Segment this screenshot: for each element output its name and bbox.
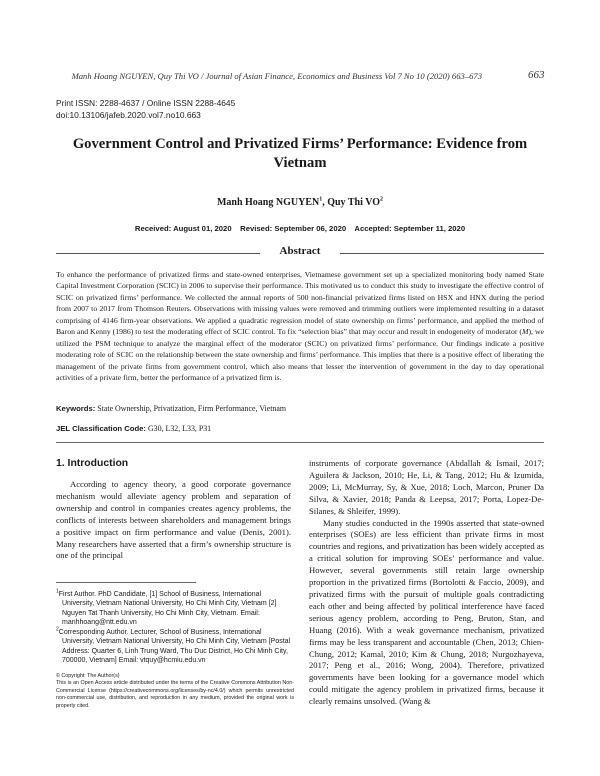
footnote	[56, 628, 294, 665]
page-number: 663	[528, 69, 545, 81]
copyright-line: © Copyright: The Author(s)	[56, 673, 120, 679]
issn-line: Print ISSN: 2288-4637 / Online ISSN 2288-4645	[56, 98, 236, 108]
jel-codes: G30, L32, L33, P31	[147, 424, 212, 433]
intro-paragraph: According to agency theory, a good corporate governance mechanism would alleviate agency problem and separation of ownership and control in companies creates agency problems, the conflicts of interests between shareholders and management brings a positive impact on firm performance and value (Denis, 2001). Many researchers have asserted that a firm’s ownership structure is one of the principal	[56, 479, 291, 561]
divider	[56, 253, 260, 254]
right-column	[309, 458, 544, 708]
abstract-heading: Abstract	[279, 245, 321, 257]
paper-title: Government Control and Privatized Firms’ Performance: Evidence from Vietnam	[72, 136, 528, 171]
doi-line[interactable]: doi:10.13106/jafeb.2020.vol7.no10.663	[56, 109, 201, 120]
intro-paragraph-continued: instruments of corporate governance (Abdallah & Ismail, 2017; Aguilera & Jackson, 2010; He, Li, & Tang, 2012; Hu & Izumida, 2009; Li, McMurray, Sy, & Xue, 2018; Loch, Marcon, Pruner Da Silva, & Xavier, 2018; Panda & Leepsa, 2017; Porta, Lopez-De-Silanes, & Shleifer, 1999).	[309, 458, 544, 516]
submission-dates	[60, 224, 540, 233]
accepted-date: Accepted: September 11, 2020	[354, 224, 466, 233]
issn-block	[56, 98, 235, 121]
abstract-heading-bar	[56, 243, 544, 263]
abstract-text-part: ), we utilized the PSM technique to analyze the marginal effect of the moderator (SCIC) on privatized firms’ performance. Our findings indicate a positive moderating role of SCIC on the relationship between the state ownership and firms’ performance. This implies that there is a positive effect of liberating the management of the private firms from government control, which also means that lesser the intervention of government in the day to day operational activities of a private firm, better the performance of a privatized firm is.	[56, 327, 544, 383]
footnote-marker: 1	[56, 588, 59, 595]
author-name: Manh Hoang NGUYEN	[216, 197, 320, 208]
abstract-text-part: To enhance the performance of privatized firms and state-owned enterprises, Vietnamese government set up a specialized monitoring body named State Capital Investment Corporation (SCIC) in 2006 to supervise their performance. This motivated us to conduct this study to investigate the effective control of SCIC on privatized firms’ performance. We collected the annual reports of 500 non-financial privatized firms listed on HSX and HNX during the period from 2007 to 2017 from Thomson Reuters. Observations with missing values were removed and trimming outliers were implemented resulting in a dataset comprising of 4146 firm-year observations. We applied a quadratic regression model of state ownership on firms’ performance, and applied the method of Baron and Kenny (1986) to test the moderating effect of SCIC control. To fix “selection bias” that may occur and result in endogeneity of moderator (	[56, 270, 544, 337]
footnotes	[56, 590, 294, 666]
keywords-text: State Ownership, Privatization, Firm Performance, Vietnam	[97, 404, 287, 413]
keywords-label: Keywords:	[56, 404, 96, 413]
intro-paragraph: Many studies conducted in the 1990s asserted that state-owned enterprises (SOEs) are less efficient than private firms in most countries and regions, and privatization has been widely accepted as a critical solution for improving SOEs’ performance and value. However, several governments still retain large ownership proportion in the privatized firms (Bortolotti & Faccio, 2009), and privatized firms with the pursuit of multiple goals contradicting each other and being affected by political interference have faced serious agency problem, according to Peng, Bruton, Stan, and Huang (2016). With a weak governance mechanism, privatized firms may be less transparent and accountable (Chen, 2013; Chien-Chung, 2012; Kamal, 2010; Kim & Chung, 2018; Nurgozhayeva, 2017; Peng et al., 2016; Wong, 2004). Therefore, privatized governments have been looking for a governance model which could mitigate the agency problem in privatized firms, because it clearly remains unsolved. (Wang &	[309, 517, 544, 707]
divider	[56, 442, 544, 443]
jel-label: JEL Classification Code:	[56, 424, 146, 433]
revised-date: Revised: September 06, 2020	[240, 224, 347, 233]
received-date: Received: August 01, 2020	[134, 224, 232, 233]
divider	[340, 253, 544, 254]
abstract-text	[56, 269, 544, 384]
running-head: Manh Hoang NGUYEN, Quy Thi VO / Journal of Asian Finance, Economics and Business Vol 7 No 10 (2020) 663–673	[71, 71, 482, 81]
copyright-notice	[56, 673, 294, 710]
footnote-text: First Author. PhD Candidate, [1] School of Business, International University, Vietnam National University, Ho Chi Minh City, Vietnam [2] Nguyen Tat Thanh University, Ho Chi Minh City, Vietnam. Email: manhhoang@ntt.edu.vn	[58, 591, 277, 626]
author-marker: 1	[319, 196, 323, 203]
footnote	[56, 590, 294, 627]
footnote-text: Corresponding Author. Lecturer, School of Business, International University, Vietnam National University, Ho Chi Minh City, Vietnam [Postal Address: Quarter 6, Linh Trung Ward, Thu Duc District, Ho Chi Minh City, 700000, Vietnam] Email: vtquy@hcmiu.edu.vn	[58, 629, 291, 665]
section-heading: 1. Introduction	[56, 458, 129, 469]
author-separator: ,	[322, 197, 328, 208]
author-name: Quy Thi VO	[327, 197, 381, 208]
author-marker: 2	[380, 196, 384, 203]
keywords-line	[56, 404, 544, 413]
footnote-divider	[56, 582, 196, 583]
footnote-marker: 2	[56, 626, 59, 633]
jel-line	[56, 424, 544, 433]
moderator-symbol: M	[522, 327, 529, 337]
license-text: This is an Open Access article distributed under the terms of the Creative Commons Attribution Non-Commercial License (https://creativecommons.org/licenses/by-nc/4.0/) which permits unrestricted non-commercial use, distribution, and reproduction in any medium, provided the original work is properly cited.	[56, 680, 294, 709]
author-line	[60, 197, 540, 208]
